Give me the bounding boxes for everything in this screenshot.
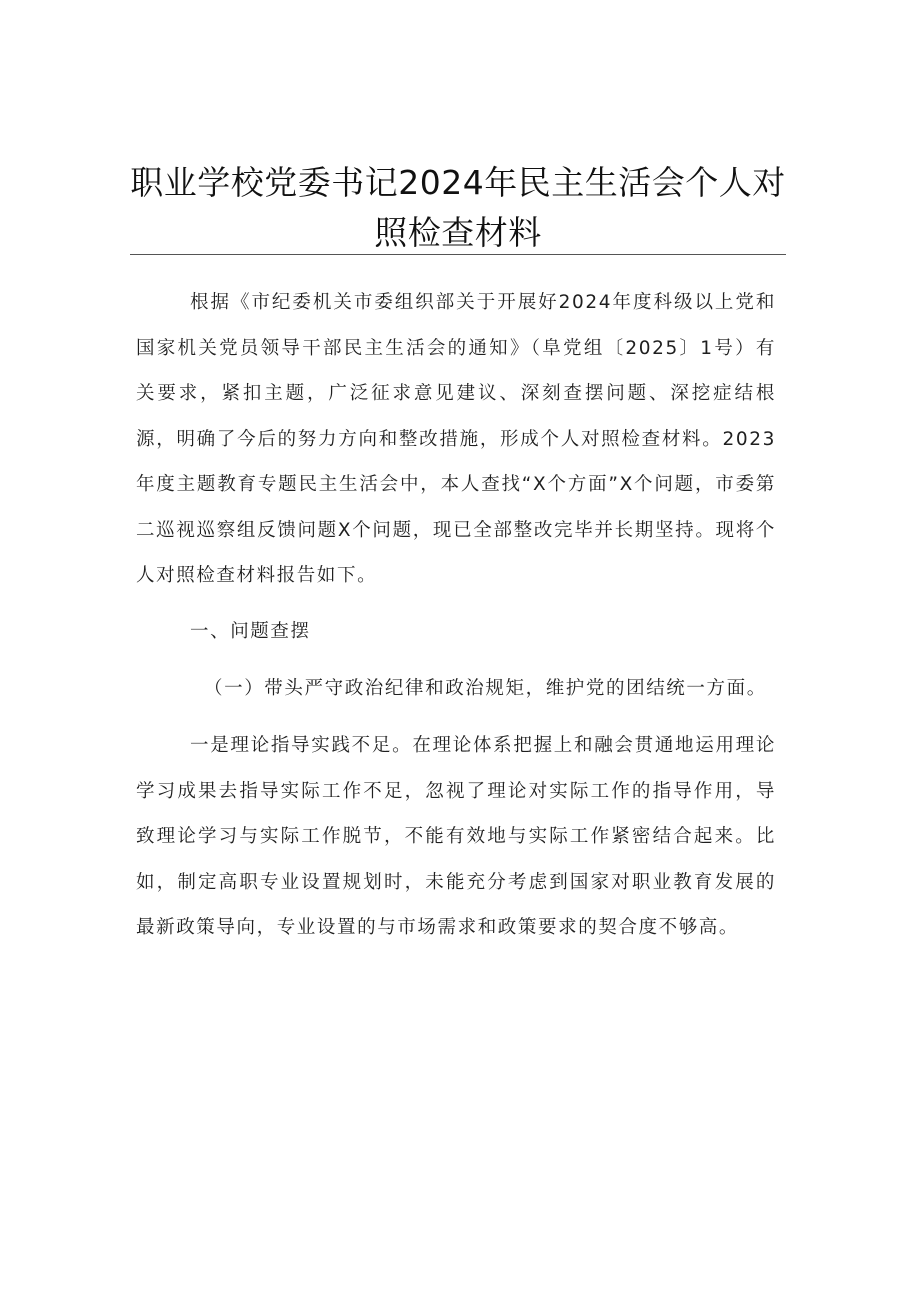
subsection-heading: （一）带头严守政治纪律和政治规矩，维护党的团结统一方面。: [204, 678, 767, 699]
point-one-paragraph: 一是理论指导实践不足。在理论体系把握上和融会贯通地运用理论学习成果去指导实际工作不足，忽视了理论对实际工作的指导作用，导致理论学习与实际工作脱节，不能有效地与实际工作紧密结合起来。比如，制定高职专业设置规划时，未能充分考虑到国家对职业教育发展的最新政策导向，专业设置的与市场需求和政策要求的契合度不够高。: [136, 735, 776, 938]
document-title: [130, 158, 786, 258]
section-heading: 一、问题查摆: [190, 621, 311, 642]
document-title-line-1: 职业学校党委书记2024年民主生活会个人对: [130, 163, 786, 202]
intro-paragraph: 根据《市纪委机关市委组织部关于开展好2024年度科级以上党和国家机关党员领导干部民主生活会的通知》（阜党组〔2025〕1号）有关要求，紧扣主题，广泛征求意见建议、深刻查摆问题、深挖症结根源，明确了今后的努力方向和整改措施，形成个人对照检查材料。2023年度主题教育专题民主生活会中，本人查找“X个方面”X个问题，市委第二巡视巡察组反馈问题X个问题，现已全部整改完毕并长期坚持。现将个人对照检查材料报告如下。: [136, 292, 776, 586]
document-title-line-2: 照检查材料: [374, 213, 542, 252]
title-divider: [130, 254, 786, 255]
